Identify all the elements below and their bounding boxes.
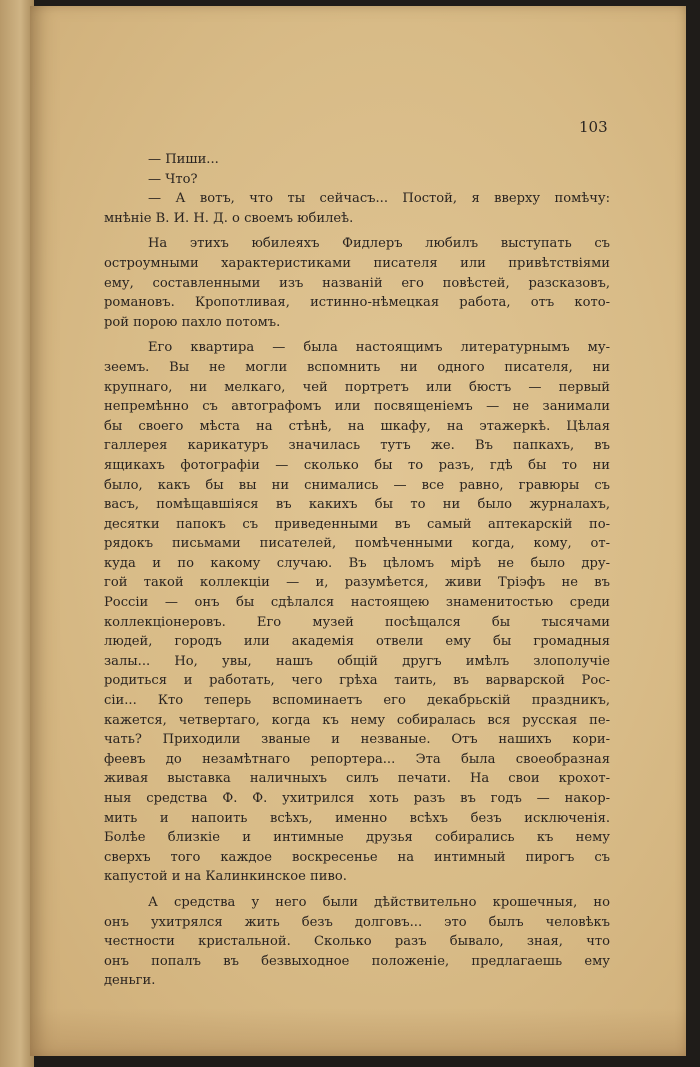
page-number: 103: [579, 118, 608, 136]
text-line: А средства у него были дѣйствительно крошечныя, но: [148, 894, 610, 910]
text-line: непремѣнно съ автографомъ или посвященіемъ — не занимали: [104, 399, 610, 415]
text-line: — Пиши...: [148, 152, 219, 167]
text-line: было, какъ бы вы ни снимались — все равно, гравюры съ: [104, 477, 610, 493]
text-line: — А вотъ, что ты сейчасъ... Постой, я вверху помѣчу:: [148, 191, 610, 207]
page-text: [104, 150, 610, 991]
text-line: живая выставка наличныхъ силъ печати. На свои крохот-: [104, 771, 610, 787]
text-line: коллекціонеровъ. Его музей посѣщался бы тысячами: [104, 614, 610, 630]
text-line: галлерея карикатуръ значилась тутъ же. Въ папкахъ, въ: [104, 438, 610, 454]
text-line: онъ ухитрялся жить безъ долговъ... это былъ человѣкъ: [104, 914, 610, 930]
book-page: [30, 6, 686, 1056]
facing-page-edge: [0, 0, 34, 1067]
text-line: чать? Приходили званые и незваные. Отъ нашихъ кори-: [104, 732, 610, 748]
text-line: крупнаго, ни мелкаго, чей портретъ или бюстъ — первый: [104, 379, 610, 395]
text-line: романовъ. Кропотливая, истинно-нѣмецкая работа, отъ кото-: [104, 295, 610, 311]
text-line: родиться и работать, чего грѣха таить, въ варварской Рос-: [104, 673, 610, 689]
text-line: мить и напоить всѣхъ, именно всѣхъ безъ исключенія.: [104, 810, 610, 826]
text-line: остроумными характеристиками писателя или привѣтствіями: [104, 255, 610, 271]
text-line: десятки папокъ съ приведенными въ самый аптекарскій по-: [104, 516, 610, 532]
text-line: кажется, четвертаго, когда къ нему собиралась вся русская пе-: [104, 712, 610, 728]
text-line: ему, составленными изъ названій его повѣстей, разсказовъ,: [104, 275, 610, 291]
text-line: ныя средства Ф. Ф. ухитрился хоть разъ въ годъ — накор-: [104, 791, 610, 806]
text-line: зеемъ. Вы не могли вспомнить ни одного писателя, ни: [104, 359, 610, 375]
text-line: феевъ до незамѣтнаго репортера... Эта была своеобразная: [104, 751, 610, 767]
text-line: капустой и на Калинкинское пиво.: [104, 869, 347, 885]
text-line: Болѣе близкіе и интимные друзья собирались къ нему: [104, 830, 610, 846]
text-line: залы... Но, увы, нашъ общій другъ имѣлъ злополучіе: [104, 653, 610, 669]
text-line: куда и по какому случаю. Въ цѣломъ мірѣ не было дру-: [104, 555, 610, 571]
text-line: мнѣніе В. И. Н. Д. о своемъ юбилеѣ.: [104, 210, 354, 226]
text-line: ящикахъ фотографіи — сколько бы то разъ, гдѣ бы то ни: [104, 457, 610, 473]
text-line: — Что?: [148, 171, 198, 187]
text-line: сіи... Кто теперь вспоминаетъ его декабрьскій праздникъ,: [104, 693, 610, 709]
text-line: На этихъ юбилеяхъ Фидлеръ любилъ выступать съ: [148, 236, 610, 252]
text-line: гой такой коллекціи — и, разумѣется, живи Тріэфъ не въ: [104, 575, 610, 591]
text-line: рой порою пахло потомъ.: [104, 314, 281, 330]
text-line: рядокъ письмами писателей, помѣченными когда, кому, от-: [104, 536, 610, 552]
text-line: сверхъ того каждое воскресенье на интимный пирогъ съ: [104, 849, 610, 865]
text-line: людей, городъ или академія отвели ему бы громадныя: [104, 634, 610, 650]
text-line: честности кристальной. Сколько разъ бывало, зная, что: [104, 934, 610, 950]
text-line: бы своего мѣста на стѣнѣ, на шкафу, на этажеркѣ. Цѣлая: [104, 418, 610, 434]
text-line: васъ, помѣщавшіяся въ какихъ бы то ни было журналахъ,: [104, 497, 610, 513]
page-edge-stain: [30, 1008, 686, 1056]
text-line: деньги.: [104, 973, 156, 989]
text-line: Россіи — онъ бы сдѣлался настоящею знаменитостью среди: [104, 595, 610, 611]
text-line: онъ попалъ въ безвыходное положеніе, предлагаешь ему: [104, 953, 610, 969]
text-line: Его квартира — была настоящимъ литературнымъ му-: [148, 340, 610, 356]
